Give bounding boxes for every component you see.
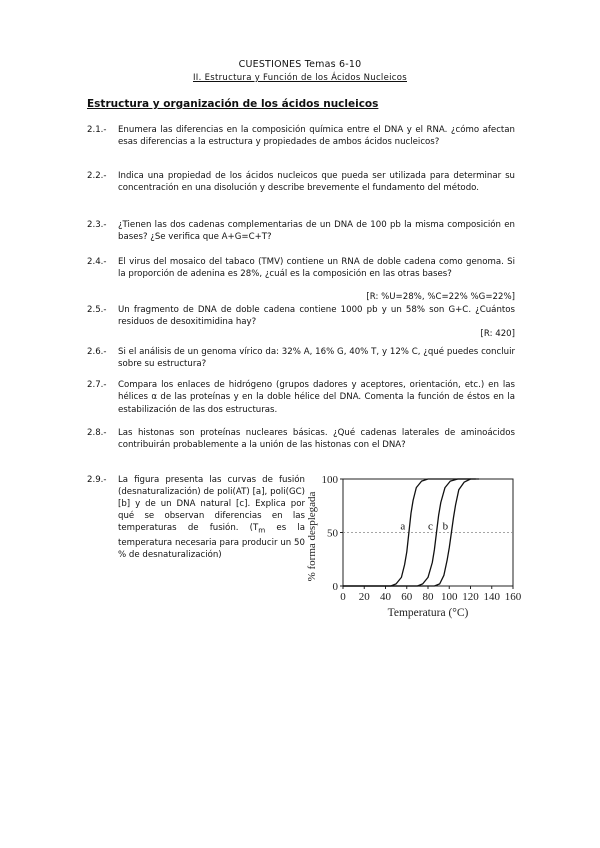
x-tick-label: 160 — [504, 591, 522, 603]
x-tick-label: 140 — [483, 591, 500, 603]
question-text: Las histonas son proteínas nucleares básicas. ¿Qué cadenas laterales de aminoácidos contribuirán probablemente a la unión de las histonas con el DNA? — [118, 428, 515, 451]
question-number: 2.3.- — [87, 220, 107, 230]
tm-subscript: m — [258, 525, 266, 535]
question-number: 2.8.- — [87, 428, 107, 438]
x-tick-label: 20 — [358, 591, 370, 603]
question-text: Compara los enlaces de hidrógeno (grupos dadores y aceptores, orientación, etc.) en las hélices α de las proteínas y en la doble hélice del DNA. Comenta la función de éstos en la estabilización de las dos estructuras. — [118, 380, 515, 415]
question-2-6 — [87, 346, 515, 371]
question-number: 2.2.- — [87, 171, 107, 181]
question-2-3 — [87, 219, 515, 244]
question-2-1 — [87, 124, 515, 149]
y-tick-label: 100 — [321, 474, 338, 486]
melting-curve-chart — [300, 466, 530, 626]
question-text-part2: es la temperatura necesaria para producir un 50 % de desnaturalización) — [118, 523, 305, 560]
curve-label-b: b — [442, 520, 449, 533]
question-text: Si el análisis de un genoma vírico da: 32% A, 16% G, 40% T, y 12% C, ¿qué puedes concluir sobre su estructura? — [118, 347, 515, 370]
answer-2-5: [R: 420] — [480, 329, 515, 339]
x-tick-label: 100 — [441, 591, 458, 603]
x-tick-label: 80 — [422, 591, 434, 603]
question-2-4 — [87, 256, 515, 281]
question-text: Indica una propiedad de los ácidos nucleicos que pueda ser utilizada para determinar su concentración en una disolución y describe brevemente el fundamento del método. — [118, 171, 515, 194]
question-text — [118, 474, 305, 561]
question-number: 2.5.- — [87, 305, 107, 315]
question-text: Enumera las diferencias en la composición química entre el DNA y el RNA. ¿cómo afectan esas diferencias a la estructura y propiedades de ambos ácidos nucleicos? — [118, 125, 515, 148]
y-axis-label: % forma desplegada — [306, 491, 318, 582]
x-tick-label: 120 — [462, 591, 479, 603]
x-tick-label: 60 — [401, 591, 413, 603]
question-2-9 — [87, 474, 305, 561]
answer-2-4: [R: %U=28%, %C=22% %G=22%] — [366, 292, 515, 302]
question-text: ¿Tienen las dos cadenas complementarias de un DNA de 100 pb la misma composición en bases? ¿Se verifica que A+G=C+T? — [118, 220, 515, 243]
x-tick-label: 40 — [380, 591, 391, 603]
question-number: 2.6.- — [87, 347, 107, 357]
question-text: Un fragmento de DNA de doble cadena contiene 1000 pb y un 58% son G+C. ¿Cuántos residuos de desoxitimidina hay? — [118, 305, 515, 328]
y-tick-label: 50 — [327, 527, 338, 540]
curve-label-c: c — [428, 520, 433, 533]
page-header-title: CUESTIONES Temas 6-10 — [238, 59, 362, 70]
y-tick-label: 0 — [332, 581, 338, 593]
curve-label-a: a — [400, 520, 406, 533]
question-number: 2.1.- — [87, 125, 107, 135]
x-tick-label: 0 — [340, 591, 346, 603]
question-number: 2.9.- — [87, 475, 107, 485]
question-2-5 — [87, 304, 515, 329]
question-2-8 — [87, 427, 515, 452]
question-2-7 — [87, 379, 515, 416]
section-title: Estructura y organización de los ácidos nucleicos — [87, 98, 379, 110]
page-header-subtitle — [0, 73, 600, 83]
chart-axes — [340, 479, 513, 589]
question-text: El virus del mosaico del tabaco (TMV) contiene un RNA de doble cadena como genoma. Si la proporción de adenina es 28%, ¿cuál es la composición en las otras bases? — [118, 257, 515, 280]
question-number: 2.7.- — [87, 380, 107, 390]
question-number: 2.4.- — [87, 257, 107, 267]
question-text-part1: La figura presenta las curvas de fusión (desnaturalización) de poli(AT) [a], poli(GC) [b] y de un DNA natural [c]. Explica por qué se observan diferencias en las temperaturas de fusión. (T — [118, 475, 305, 533]
question-2-2 — [87, 170, 515, 195]
x-axis-label: Temperatura (°C) — [387, 607, 469, 619]
subtitle-text: II. Estructura y Función de los Ácidos Nucleicos — [192, 73, 407, 83]
